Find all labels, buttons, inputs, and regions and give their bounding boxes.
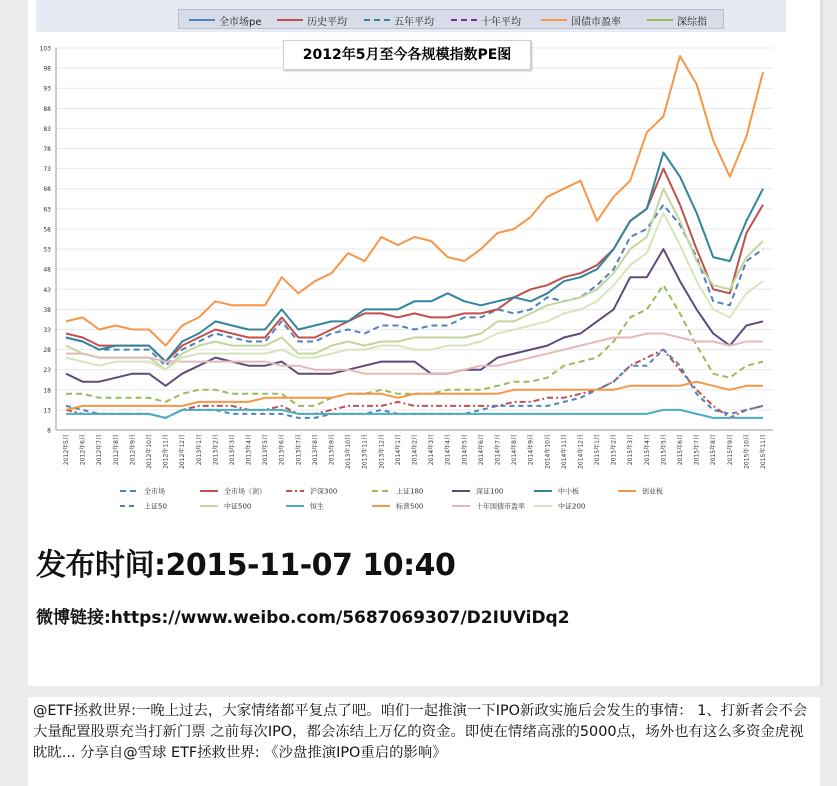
y-tick-label: 63 — [43, 206, 51, 214]
legend-label: 历史平均 — [307, 17, 347, 28]
x-tick-label: 2015年2月 — [610, 434, 618, 466]
y-tick-label: 23 — [43, 367, 51, 375]
x-tick-label: 2015年9月 — [726, 434, 734, 466]
y-tick-label: 83 — [43, 125, 51, 133]
x-tick-label: 2013年10月 — [345, 434, 353, 469]
x-tick-label: 2012年6月 — [79, 434, 87, 466]
x-tick-label: 2015年5月 — [660, 434, 668, 466]
y-tick-label: 98 — [43, 65, 51, 73]
legend-label: 十年国债市盈率 — [476, 502, 525, 511]
legend-swatch — [364, 19, 390, 21]
y-tick-label: 48 — [43, 266, 51, 274]
x-tick-label: 2014年7月 — [494, 434, 502, 466]
x-tick-label: 2015年3月 — [627, 434, 635, 466]
y-tick-label: 13 — [43, 407, 51, 415]
x-tick-label: 2015年6月 — [677, 434, 685, 466]
x-tick-label: 2013年6月 — [278, 434, 286, 466]
top-chart-legend — [178, 9, 724, 29]
x-tick-label: 2012年9月 — [129, 434, 137, 466]
x-tick-label: 2013年5月 — [262, 434, 270, 466]
x-tick-label: 2013年12月 — [378, 434, 386, 469]
series-line — [66, 410, 763, 418]
series-line — [66, 382, 763, 410]
x-tick-label: 2014年12月 — [577, 434, 585, 469]
legend-label: 中小板 — [558, 487, 579, 496]
y-tick-label: 58 — [43, 226, 51, 234]
x-tick-label: 2014年1月 — [394, 434, 402, 466]
x-tick-label: 2012年8月 — [112, 434, 120, 466]
x-tick-label: 2012年10月 — [145, 434, 153, 469]
weibo-post-card — [28, 697, 820, 786]
legend-label: 上证50 — [144, 502, 167, 511]
x-tick-label: 2015年11月 — [760, 434, 767, 469]
legend-label: 上证180 — [396, 487, 424, 496]
legend-label: 全市场 — [144, 487, 165, 496]
series-line — [66, 285, 763, 406]
legend-swatch — [277, 19, 303, 21]
y-tick-label: 18 — [43, 387, 51, 395]
previous-chart-strip — [36, 0, 786, 32]
y-tick-label: 78 — [43, 146, 51, 154]
legend-label: 十年平均 — [481, 17, 521, 28]
legend-label: 恒生 — [310, 502, 324, 511]
x-tick-label: 2015年7月 — [693, 434, 701, 466]
x-tick-label: 2013年7月 — [295, 434, 303, 466]
y-tick-label: 43 — [43, 286, 51, 294]
x-tick-label: 2013年4月 — [245, 434, 253, 466]
x-tick-label: 2013年2月 — [212, 434, 220, 466]
legend-label: 标普500 — [396, 502, 424, 511]
card-shadow — [820, 0, 823, 686]
x-tick-label: 2015年8月 — [710, 434, 718, 466]
legend-label: 沪深300 — [310, 487, 338, 496]
x-tick-label: 2014年10月 — [544, 434, 552, 469]
legend-label: 全市场（剑） — [224, 487, 266, 496]
y-tick-label: 53 — [43, 246, 51, 254]
legend-swatch — [189, 19, 215, 21]
y-tick-label: 38 — [43, 306, 51, 314]
x-tick-label: 2015年10月 — [743, 434, 751, 469]
series-line — [66, 189, 763, 370]
x-tick-label: 2015年1月 — [594, 434, 602, 466]
y-tick-label: 28 — [43, 347, 51, 355]
x-tick-label: 2014年2月 — [411, 434, 419, 466]
y-tick-label: 73 — [43, 166, 51, 174]
x-tick-label: 2013年11月 — [361, 434, 369, 469]
x-tick-label: 2013年8月 — [311, 434, 319, 466]
legend-swatch — [541, 19, 567, 21]
x-tick-label: 2014年5月 — [461, 434, 469, 466]
y-tick-label: 93 — [43, 85, 51, 93]
legend-label: 中证500 — [224, 502, 252, 511]
legend-swatch — [451, 19, 477, 21]
x-tick-label: 2014年11月 — [560, 434, 568, 469]
chart-title: 2012年5月至今各规模指数PE图 — [283, 40, 531, 70]
legend-label: 深证100 — [476, 487, 504, 496]
x-tick-label: 2014年3月 — [428, 434, 436, 466]
y-tick-label: 68 — [43, 186, 51, 194]
legend-label: 中证200 — [558, 502, 586, 511]
publish-time: 发布时间:2015-11-07 10:40 — [36, 548, 456, 583]
x-tick-label: 2012年12月 — [179, 434, 187, 469]
series-line — [66, 350, 763, 418]
x-tick-label: 2013年1月 — [195, 434, 203, 466]
post-text: @ETF拯救世界:一晚上过去，大家情绪都平复点了吧。咱们一起推演一下IPO新政实施后会发生的事情： 1、打新者会不会大量配置股票充当打新门票 之前每次IPO，都会冻结上万亿的资金。即使在情绪高涨的5000点，场外也有这么多资金虎视眈眈... 分享自@雪球 ETF拯救世界: 《沙盘推演IPO重启的影响》 — [33, 703, 808, 761]
x-tick-label: 2014年6月 — [477, 434, 485, 466]
legend-label: 五年平均 — [394, 17, 434, 28]
x-tick-label: 2014年8月 — [511, 433, 519, 466]
y-tick-label: 103 — [39, 45, 51, 53]
x-tick-label: 2012年7月 — [96, 434, 104, 466]
x-tick-label: 2012年11月 — [162, 434, 170, 469]
pe-line-chart — [28, 38, 788, 528]
legend-label: 深综指 — [677, 17, 707, 28]
x-tick-label: 2015年4月 — [643, 434, 651, 466]
legend-label: 国债市盈率 — [571, 17, 621, 28]
x-tick-label: 2014年4月 — [444, 434, 452, 466]
y-tick-label: 88 — [43, 105, 51, 113]
x-tick-label: 2013年9月 — [328, 434, 336, 466]
x-tick-label: 2014年9月 — [527, 433, 535, 466]
weibo-link[interactable]: 微博链接:https://www.weibo.com/5687069307/D2IUViDq2 — [36, 608, 570, 628]
x-tick-label: 2013年3月 — [228, 434, 236, 466]
x-tick-label: 2012年5月 — [63, 434, 70, 466]
y-tick-label: 33 — [43, 326, 51, 334]
legend-label: 全市场pe — [219, 17, 262, 28]
legend-label: 创业板 — [642, 487, 663, 496]
y-tick-label: 8 — [47, 427, 51, 435]
series-line — [66, 350, 763, 418]
legend-swatch — [647, 19, 673, 21]
